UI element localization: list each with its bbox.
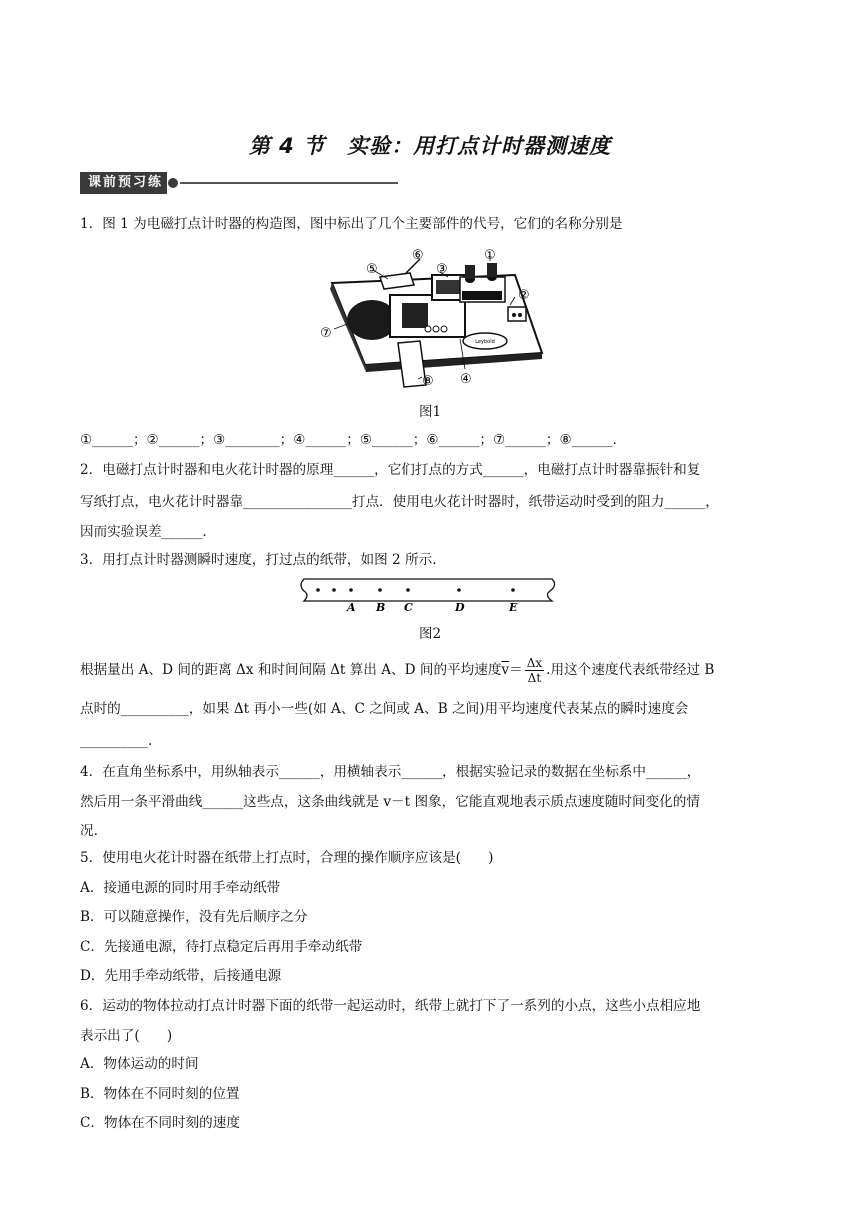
plate-text: Leybold [475, 339, 495, 345]
figure-2-tape [300, 577, 560, 617]
label-1: ① [484, 248, 496, 263]
question-2-line-3: 因而实验误差______. [80, 524, 207, 540]
question-3-pre: 根据量出 A、D 间的距离 Δx 和时间间隔 Δt 算出 A、D 间的平均速度 [80, 662, 502, 678]
question-5-option-b: B．可以随意操作，没有先后顺序之分 [80, 909, 308, 925]
figure-1-caption: 图1 [418, 404, 442, 420]
section-banner [80, 172, 398, 194]
question-5: 5．使用电火花计时器在纸带上打点时，合理的操作顺序应该是( ) [80, 850, 494, 866]
avg-velocity-symbol: $\overline{v}$ [501, 662, 510, 678]
label-8: ⑧ [422, 374, 434, 389]
label-4: ④ [460, 372, 472, 387]
label-2: ② [518, 288, 530, 303]
question-6-line-1: 6．运动的物体拉动打点计时器下面的纸带一起运动时，纸带上就打下了一系列的小点，这些小点相应地 [80, 998, 701, 1014]
question-2-line-2: 写纸打点，电火花计时器靠________________打点．使用电火花计时器时，纸带运动时受到的阻力______， [80, 494, 719, 510]
figure-1-timer [310, 245, 550, 390]
section-banner-label: 课前预习练 [80, 172, 167, 194]
label-5: ⑤ [366, 262, 378, 277]
banner-rule [180, 182, 398, 184]
fraction-dx-dt [525, 656, 544, 685]
question-3-text [80, 656, 780, 685]
question-6-option-b: B．物体在不同时刻的位置 [80, 1086, 240, 1102]
label-7: ⑦ [320, 326, 332, 341]
banner-dot [168, 178, 178, 188]
point-label-d: D [455, 601, 465, 614]
point-label-e: E [509, 601, 518, 614]
figure-2-caption: 图2 [418, 626, 442, 642]
label-6: ⑥ [412, 248, 424, 263]
question-4-line-2: 然后用一条平滑曲线______这些点，这条曲线就是 v－t 图象，它能直观地表示质点速度随时间变化的情 [80, 794, 700, 810]
question-3-post: .用这个速度代表纸带经过 B [546, 662, 715, 678]
point-label-b: B [376, 601, 386, 614]
question-3-line-3: __________. [80, 733, 153, 749]
label-3: ③ [436, 262, 448, 277]
question-3: 3．用打点计时器测瞬时速度，打过点的纸带，如图 2 所示. [80, 552, 437, 568]
question-6-option-a: A．物体运动的时间 [80, 1056, 199, 1072]
question-3-line-2: 点时的__________，如果 Δt 再小一些(如 A、C 之间或 A、B 之间)用平均速度代表某点的瞬时速度会 [80, 701, 689, 717]
question-6-option-c: C．物体在不同时刻的速度 [80, 1115, 240, 1131]
point-label-c: C [404, 601, 413, 614]
equals-sign: ＝ [509, 662, 523, 678]
question-4-line-3: 况. [80, 823, 98, 839]
question-4-line-1: 4．在直角坐标系中，用纵轴表示______，用横轴表示______，根据实验记录的数据在坐标系中______， [80, 764, 701, 780]
question-1: 1．图 1 为电磁打点计时器的构造图，图中标出了几个主要部件的代号，它们的名称分别是 [80, 216, 623, 232]
question-5-option-d: D．先用手牵动纸带，后接通电源 [80, 968, 282, 984]
fraction-numerator: Δx [526, 656, 543, 670]
question-5-option-c: C．先接通电源，待打点稳定后再用手牵动纸带 [80, 939, 363, 955]
question-5-option-a: A．接通电源的同时用手牵动纸带 [80, 880, 281, 896]
question-1-blanks: ①______；②______；③________；④______；⑤______；⑥______；⑦______；⑧______. [80, 432, 617, 448]
fraction-denominator: Δt [527, 671, 542, 685]
question-2-line-1: 2．电磁打点计时器和电火花计时器的原理______，它们打点的方式______，电磁打点计时器靠振针和复 [80, 462, 701, 478]
page-title: 第 4 节 实验：用打点计时器测速度 [248, 134, 612, 158]
point-label-a: A [347, 601, 356, 614]
question-6-line-2: 表示出了( ) [80, 1028, 173, 1044]
